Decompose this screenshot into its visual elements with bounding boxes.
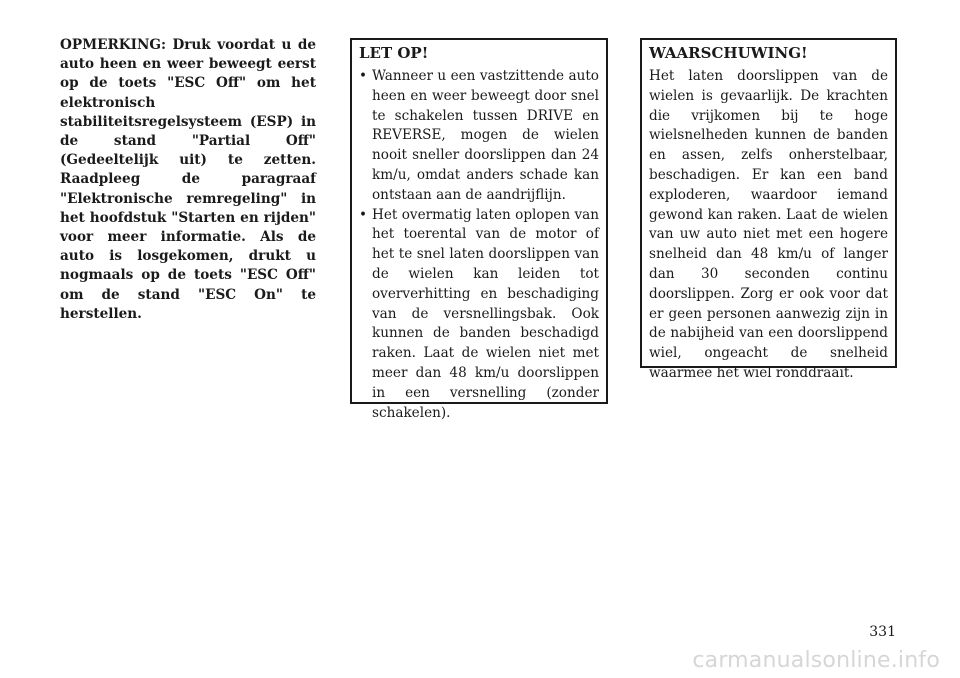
list-item	[359, 67, 599, 206]
caution-box	[350, 38, 608, 421]
bullet-icon: •	[359, 68, 368, 84]
warning-title: WAARSCHUWING!	[649, 44, 808, 62]
note-text: OPMERKING: Druk voordat u de auto heen en weer beweegt eerst op de toets "ESC Off" om het elektronisch stabiliteitsregelsysteem (ESP) in de stand "Partial Off" (Gedeeltelijk uit) te zetten. Raadpleeg de paragraaf "Elektronische remregeling" in het hoofdstuk "Starten en rijden" voor meer informatie. Als de auto is losgekomen, drukt u nogmaals op de toets "ESC Off" om de stand "ESC On" te herstellen.	[60, 37, 316, 322]
caution-item-text: Het overmatig laten oplopen van het toerental van de motor of het te snel laten doorslippen van de wielen kan leiden tot oververhitting en beschadiging van de versnellingsbak. Ook kunnen de banden beschadigd raken. Laat de wielen niet met meer dan 48 km/u doorslippen in een versnelling (zonder schakelen).	[372, 206, 599, 421]
note-paragraph	[60, 36, 316, 324]
list-item	[359, 206, 599, 424]
caution-list	[359, 67, 599, 423]
caution-item-text: Wanneer u een vastzittende auto heen en weer beweegt door snel te schakelen tussen DRIVE en REVERSE, mogen de wielen nooit sneller doorslippen dan 24 km/u, omdat anders schade kan ontstaan aan de aandrijflijn.	[372, 68, 599, 203]
page-number: 331	[869, 624, 896, 640]
warning-text: Het laten doorslippen van de wielen is gevaarlijk. De krachten die vrijkomen bij te hoge wielsnelheden kunnen de banden en assen, zelfs onherstelbaar, beschadigen. Er kan een band exploderen, waardoor iemand gewond kan raken. Laat de wielen van uw auto niet met een hogere snelheid dan 48 km/u of langer dan 30 seconden continu doorslippen. Zorg er ook voor dat er geen personen aanwezig zijn in de nabijheid van een doorslippend wiel, ongeacht de snelheid waarmee het wiel ronddraait.	[649, 68, 888, 381]
bullet-icon: •	[359, 206, 368, 223]
warning-box	[640, 38, 897, 381]
watermark: carmanualsonline.info	[692, 648, 940, 673]
caution-title: LET OP!	[359, 44, 429, 62]
